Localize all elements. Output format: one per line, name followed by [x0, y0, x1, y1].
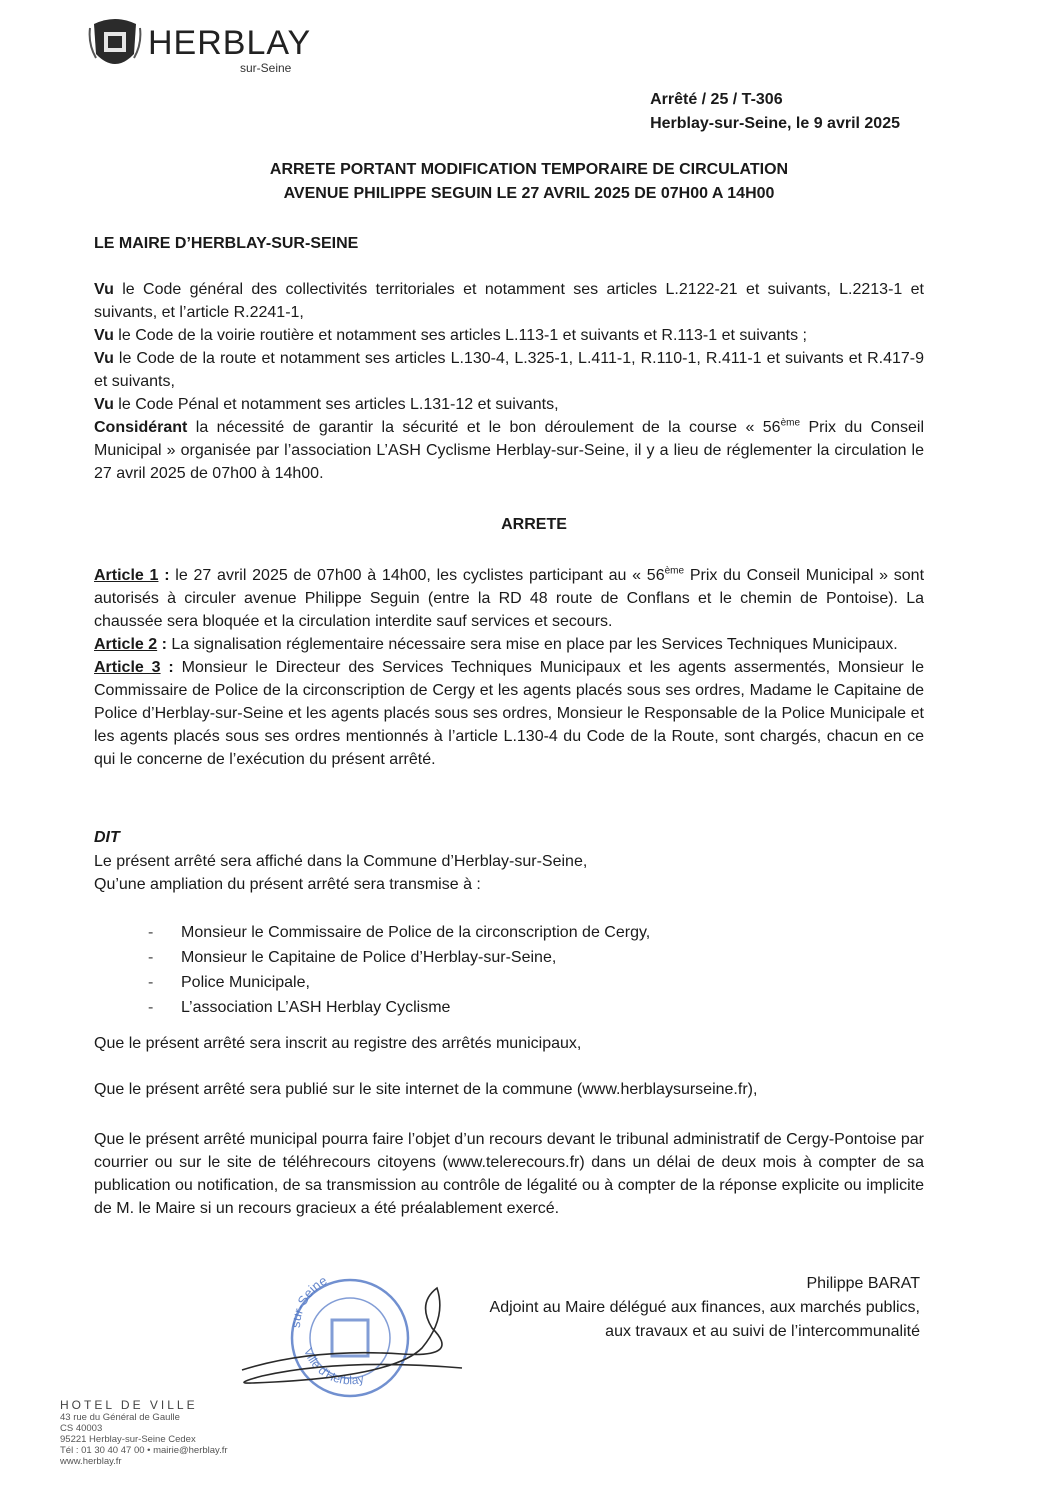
city-crest-icon	[88, 14, 142, 74]
appeal-paragraph: Que le présent arrêté municipal pourra faire l’objet d’un recours devant le tribunal administratif de Cergy-Pontoise par courrier ou sur le site de téléhrecours citoyens (www.telerecours.fr) dans un délai de deux mois à compter de sa publication ou notification, de sa transmission au contrôle de légalité ou à compter de la réponse explicite ou implicite de M. le Maire si un recours gracieux a été préalablement exercé.	[94, 1131, 924, 1217]
bullet-dash: -	[148, 999, 154, 1016]
dit-line: Le présent arrêté sera affiché dans la Commune d’Herblay-sur-Seine,	[94, 853, 588, 870]
footer-contact: Tél : 01 30 40 47 00 • mairie@herblay.fr	[60, 1445, 228, 1456]
logo-subtitle: sur-Seine	[240, 61, 292, 75]
decree-title-line2: AVENUE PHILIPPE SEGUIN LE 27 AVRIL 2025 DE 07H00 A 14H00	[283, 185, 775, 202]
logo-name: HERBLAY	[148, 24, 312, 62]
footer-line: CS 40003	[60, 1423, 103, 1434]
arrete-heading: ARRETE	[501, 516, 567, 533]
footer-address	[60, 1398, 228, 1467]
signatory-role: Adjoint au Maire délégué aux finances, aux marchés publics,	[489, 1299, 920, 1316]
registry-paragraph: Que le présent arrêté sera inscrit au registre des arrêtés municipaux,	[94, 1035, 582, 1052]
publication-paragraph: Que le présent arrêté sera publié sur le site internet de la commune (www.herblaysurseine.fr),	[94, 1081, 758, 1098]
list-item: - Police Municipale,	[148, 970, 650, 995]
consideration-item: Vu le Code de la voirie routière et notamment ses articles L.113-1 et suivants et R.113-1 et suivants ;	[94, 327, 807, 344]
decree-reference-block	[650, 88, 900, 136]
recipient-list	[148, 920, 650, 1020]
article-1: Article 1 : le 27 avril 2025 de 07h00 à 14h00, les cyclistes participant au « 56ème Prix du Conseil Municipal » sont autorisés à circuler avenue Philippe Seguin (entre la RD 48 route de Conflans et le chemin de Pontoise). La chaussée sera bloquée et la circulation interdite sauf services et secours.	[94, 565, 925, 630]
mayor-heading: LE MAIRE D’HERBLAY-SUR-SEINE	[94, 235, 359, 252]
footer-line: 43 rue du Général de Gaulle	[60, 1412, 180, 1423]
svg-text:sur-Seine: sur-Seine	[287, 1272, 330, 1329]
considerations	[94, 278, 924, 485]
consideration-item: Vu le Code Pénal et notamment ses articles L.131-12 et suivants,	[94, 396, 559, 413]
list-item: - Monsieur le Commissaire de Police de la circonscription de Cergy,	[148, 920, 650, 945]
signatory-name: Philippe BARAT	[806, 1275, 920, 1292]
signatory-role: aux travaux et au suivi de l’intercommunalité	[605, 1323, 920, 1340]
consideration-item: Vu le Code général des collectivités territoriales et notamment ses articles L.2122-21 et suivants, L.2213-1 et suivants, et l’article R.2241-1,	[94, 281, 924, 321]
dit-section	[94, 850, 924, 896]
decree-place-date: Herblay-sur-Seine, le 9 avril 2025	[650, 115, 900, 132]
footer-building: HOTEL DE VILLE	[60, 1398, 198, 1412]
svg-text:Ville d'Herblay: Ville d'Herblay	[301, 1346, 366, 1388]
bullet-dash: -	[148, 924, 154, 941]
footer-website: www.herblay.fr	[60, 1456, 122, 1467]
articles	[94, 564, 924, 771]
decree-title	[0, 158, 1058, 206]
consideration-item: Vu le Code de la route et notamment ses articles L.130-4, L.325-1, L.411-1, R.110-1, R.411-1 et suivants et R.417-9 et suivants,	[94, 350, 924, 390]
bullet-dash: -	[148, 974, 154, 991]
article-2: Article 2 : La signalisation réglementaire nécessaire sera mise en place par les Services Techniques Municipaux.	[94, 636, 898, 653]
signature-block	[490, 1272, 920, 1344]
herblay-logo	[88, 14, 348, 74]
footer-line: 95221 Herblay-sur-Seine Cedex	[60, 1434, 196, 1445]
list-item: - Monsieur le Capitaine de Police d’Herblay-sur-Seine,	[148, 945, 650, 970]
list-item: - L’association L’ASH Herblay Cyclisme	[148, 995, 650, 1020]
official-stamp-icon	[232, 1258, 492, 1408]
dit-line: Qu’une ampliation du présent arrêté sera transmise à :	[94, 876, 481, 893]
article-3: Article 3 : Monsieur le Directeur des Services Techniques Municipaux et les agents assermentés, Monsieur le Commissaire de Police de la circonscription de Cergy et les agents placés sous ses ordres, Madame le Capitaine de Police d’Herblay-sur-Seine et les agents placés sous ses ordres, Monsieur le Responsable de la Police Municipale et les agents placés sous ses ordres mentionnés à l’article L.130-4 du Code de la Route, sont chargés, chacun en ce qui le concerne de l’exécution du présent arrêté.	[94, 659, 925, 768]
bullet-dash: -	[148, 949, 154, 966]
consideration-item: Considérant la nécessité de garantir la sécurité et le bon déroulement de la course « 56ème Prix du Conseil Municipal » organisée par l’association L’ASH Cyclisme Herblay-sur-Seine, il y a lieu de réglementer la circulation le 27 avril 2025 de 07h00 à 14h00.	[94, 417, 925, 482]
decree-title-line1: ARRETE PORTANT MODIFICATION TEMPORAIRE DE CIRCULATION	[269, 161, 789, 178]
dit-label: DIT	[94, 829, 120, 846]
decree-number: Arrêté / 25 / T-306	[650, 91, 783, 108]
